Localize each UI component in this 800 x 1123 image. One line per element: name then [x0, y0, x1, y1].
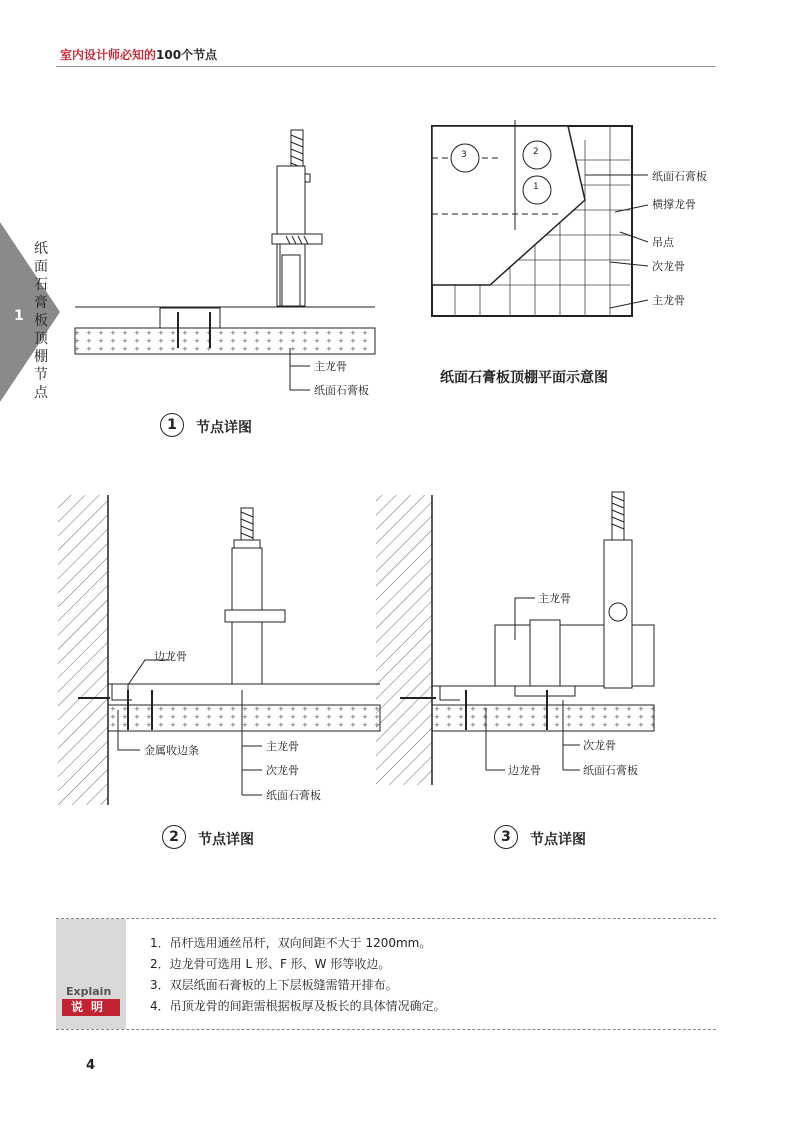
explain-notes [150, 933, 446, 1017]
fig2-metal-trim-label: 金属收边条 [144, 744, 199, 757]
fig2-caption: 节点详图 [198, 832, 254, 848]
plan-secondary-keel-label: 次龙骨 [652, 260, 685, 273]
note-3: 3．双层纸面石膏板的上下层板缝需错开排布。 [150, 978, 398, 992]
plan-gypsum-label: 纸面石膏板 [652, 170, 707, 183]
plan-marker-2: 2 [533, 147, 539, 157]
fig2-gypsum-label: 纸面石膏板 [266, 789, 321, 802]
plan-hanging-point-label: 吊点 [652, 236, 674, 249]
fig1-caption-number: 1 [160, 413, 184, 437]
fig3-secondary-keel-label: 次龙骨 [583, 739, 616, 752]
explain-en-label: Explain [66, 985, 112, 998]
fig2-secondary-keel-label: 次龙骨 [266, 764, 299, 777]
fig3-caption: 节点详图 [530, 832, 586, 848]
figure-2-drawing [58, 495, 380, 805]
fig1-gypsum-label: 纸面石膏板 [314, 384, 369, 397]
fig1-caption: 节点详图 [196, 420, 252, 436]
explain-cn-label: 说明 [62, 999, 120, 1016]
book-title: 室内设计师必知的100个节点 [60, 48, 218, 62]
plan-marker-1: 1 [533, 182, 539, 192]
plan-main-keel-label: 主龙骨 [652, 294, 685, 307]
figure-1-drawing [75, 130, 375, 390]
note-1: 1．吊杆选用通丝吊杆，双向间距不大于 1200mm。 [150, 936, 432, 950]
chapter-title: 纸面石膏板顶棚节点 [34, 241, 48, 401]
plan-cross-keel-label: 横撑龙骨 [652, 198, 696, 211]
fig3-caption-number: 3 [494, 825, 518, 849]
chapter-number: 1 [14, 308, 24, 324]
page-number: 4 [86, 1058, 96, 1073]
explain-box [56, 918, 716, 1030]
plan-marker-3: 3 [461, 150, 467, 160]
note-4: 4．吊顶龙骨的间距需根据板厚及板长的具体情况确定。 [150, 999, 446, 1013]
fig3-gypsum-label: 纸面石膏板 [583, 764, 638, 777]
note-2: 2．边龙骨可选用 L 形、F 形、W 形等收边。 [150, 957, 391, 971]
fig2-edge-keel-label: 边龙骨 [154, 650, 187, 663]
fig3-edge-keel-label: 边龙骨 [508, 764, 541, 777]
fig2-caption-number: 2 [162, 825, 186, 849]
fig1-main-keel-label: 主龙骨 [314, 360, 347, 373]
fig2-main-keel-label: 主龙骨 [266, 740, 299, 753]
plan-title: 纸面石膏板顶棚平面示意图 [440, 370, 608, 386]
fig3-main-keel-label: 主龙骨 [538, 592, 571, 605]
